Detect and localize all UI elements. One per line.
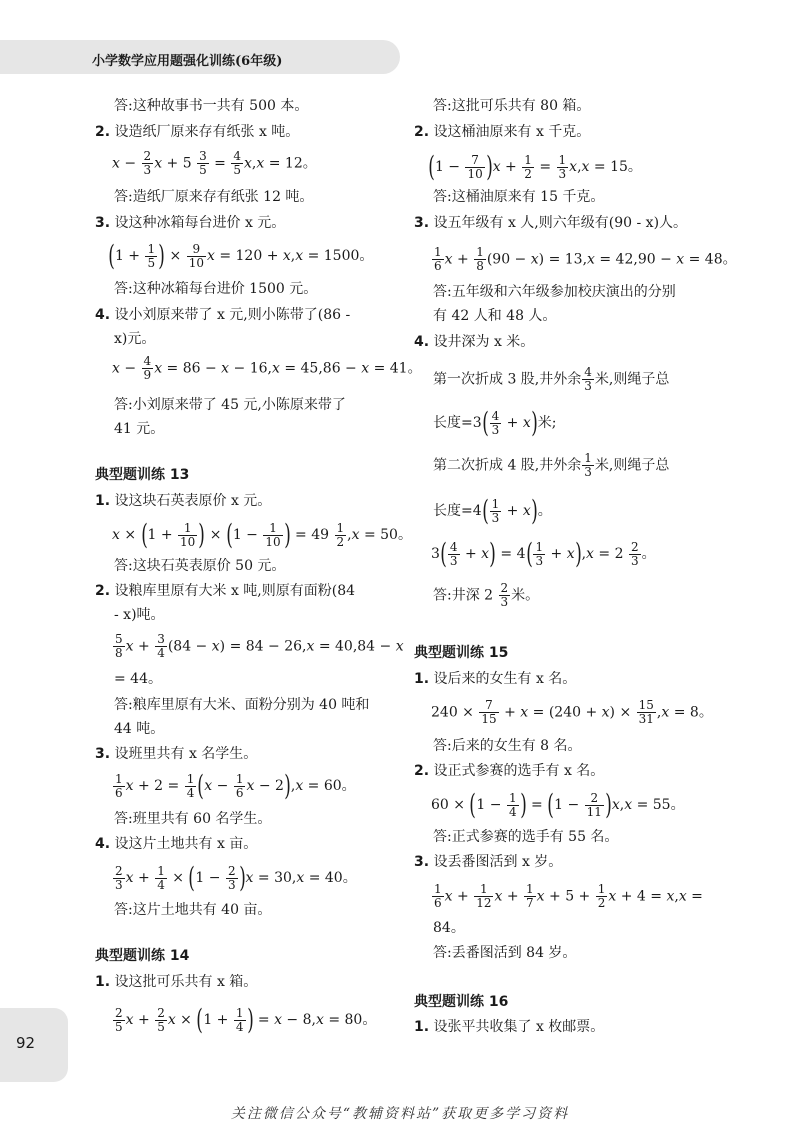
header-title: 小学数学应用题强化训练(6年级) [92,54,283,69]
section-heading-15: 典型题训练 15 [414,645,509,661]
text-segment: 米,则绳子总 [594,457,670,474]
text-segment: 长度=4 [433,503,482,519]
problem-2 [414,123,590,141]
problem-text: 设这块石英表原价 x 元。 [114,493,272,509]
problem-4 [414,333,534,351]
problem-text: 设这片土地共有 x 亩。 [114,836,258,852]
problem-text: 设小刘原来带了 x 元,则小陈带了(86 - [114,307,351,323]
problem-text: 设这批可乐共有 x 箱。 [114,974,258,990]
problem-number: 2. [95,583,111,599]
answer-line: 答:粮库里原有大米、面粉分别为 40 吨和 [114,697,370,713]
text-segment: 第一次折成 3 股,井外余 [433,371,582,388]
equation: x − $\frac{4}{9}$ x = 86 − x − 16,x = 45,86 − x = 41。 [112,354,422,382]
problem-number: 2. [414,763,430,779]
answer-line: 答:小刘原来带了 45 元,小陈原来带了 [114,397,346,413]
answer-line: 答:造纸厂原来存有纸张 12 吨。 [114,189,314,205]
section-heading-13: 典型题训练 13 [95,467,190,483]
equation: (1 − $\frac{7}{10}$ )x + $\frac{1}{2}$ = $\frac{1}{3}$ x,x = 15。 [428,150,642,183]
problem-3 [95,214,285,232]
problem-number: 1. [414,671,430,687]
problem-text: 设张平共收集了 x 枚邮票。 [433,1019,605,1035]
answer-line-cont: 44 吨。 [114,721,165,737]
problem-text: 设五年级有 x 人,则六年级有(90 - x)人。 [433,215,688,231]
problem-4 [95,306,350,324]
problem-number: 4. [414,334,430,350]
problem-2 [95,582,355,600]
answer-line: 答:这种故事书一共有 500 本。 [114,98,309,114]
equation: $\frac{5}{8}$ x + $\frac{3}{4}$ (84 − x) = 84 − 26,x = 40,84 − x [115,632,404,660]
answer-line: 答:这批可乐共有 80 箱。 [433,98,591,114]
equation: 3( $\frac{4}{3}$ + x) = 4( $\frac{1}{3}$ + x),x = 2 $\frac{2}{3}$ 。 [431,537,656,570]
text-segment: 米,则绳子总 [594,371,670,388]
answer-line: 答:这块石英表原价 50 元。 [114,558,286,574]
answer-line: 答:丢番图活到 84 岁。 [433,945,577,961]
equation: x × (1 + $\frac{1}{10}$ ) × (1 − $\frac{1}{10}$ ) = 49 $\frac{1}{2}$ ,x = 50。 [112,518,412,551]
answer-line: 答:这桶油原来有 15 千克。 [433,189,605,205]
equation: (1 + $\frac{1}{5}$ ) × $\frac{9}{10}$ x = 120 + x,x = 1500。 [108,239,374,272]
equation: $\frac{1}{6}$ x + $\frac{1}{12}$ x + $\frac{1}{7}$ x + 5 + $\frac{1}{2}$ x + 4 = x,x = [434,882,703,910]
text-line: 第二次折成 4 股,井外余 $\frac{1}{3}$ 米,则绳子总 [433,451,670,479]
page-number: 92 [16,1034,36,1052]
problem-text: 设造纸厂原来存有纸张 x 吨。 [114,124,300,140]
problem-number: 1. [414,1019,430,1035]
section-heading-16: 典型题训练 16 [414,994,509,1010]
equation: 60 × (1 − $\frac{1}{4}$ ) = (1 − $\frac{2}{11}$ )x,x = 55。 [431,788,685,821]
answer-line: 答:正式参赛的选手有 55 名。 [433,829,619,845]
problem-1 [414,670,576,688]
problem-number: 4. [95,307,111,323]
equation: $\frac{1}{6}$ x + $\frac{1}{8}$ (90 − x) = 13,x = 42,90 − x = 48。 [434,245,737,273]
problem-number: 3. [95,746,111,762]
problem-text: 设正式参赛的选手有 x 名。 [433,763,605,779]
equation: $\frac{2}{5}$ x + $\frac{2}{5}$ x × (1 + $\frac{1}{4}$ ) = x − 8,x = 80。 [115,1003,377,1036]
problem-4 [95,835,257,853]
text-line: 长度=4( $\frac{1}{3}$ + x)。 [433,494,552,527]
problem-number: 1. [95,493,111,509]
equation-cont: = 44。 [114,671,162,687]
equation: $\frac{2}{3}$ x + $\frac{1}{4}$ × (1 − $\frac{2}{3}$ )x = 30,x = 40。 [115,861,357,894]
problem-number: 3. [414,215,430,231]
problem-text: 设这桶油原来有 x 千克。 [433,124,591,140]
problem-2 [414,762,604,780]
equation: 240 × $\frac{7}{15}$ + x = (240 + x) × $\frac{15}{31}$ ,x = 8。 [431,698,713,726]
answer-line: 答:这种冰箱每台进价 1500 元。 [114,281,318,297]
problem-text: 设这种冰箱每台进价 x 元。 [114,215,286,231]
problem-text-cont: - x)吨。 [114,607,165,623]
problem-number: 3. [95,215,111,231]
problem-number: 2. [95,124,111,140]
problem-number: 4. [95,836,111,852]
problem-3 [95,745,257,763]
answer-line: 答:这片土地共有 40 亩。 [114,902,272,918]
equation: x − $\frac{2}{3}$ x + 5 $\frac{3}{5}$ = $\frac{4}{5}$ x,x = 12。 [112,149,317,177]
problem-number: 2. [414,124,430,140]
problem-text: 设丢番图活到 x 岁。 [433,854,563,870]
problem-1 [414,1018,604,1036]
problem-text-cont: x)元。 [114,331,156,347]
problem-number: 1. [95,974,111,990]
problem-2 [95,123,299,141]
text-segment: 答:井深 2 [433,587,494,604]
text-segment: 长度=3 [433,415,482,431]
problem-3 [414,853,562,871]
answer-line-cont: 41 元。 [114,421,165,437]
answer-line: 答:后来的女生有 8 名。 [433,738,582,754]
answer-line-cont: 有 42 人和 48 人。 [433,308,557,324]
answer-line: 答:五年级和六年级参加校庆演出的分别 [433,284,676,300]
text-line: 长度=3( $\frac{4}{3}$ + x)米; [433,406,557,439]
problem-number: 3. [414,854,430,870]
text-segment: 第二次折成 4 股,井外余 [433,457,582,474]
equation-cont: 84。 [433,920,465,936]
problem-text: 设班里共有 x 名学生。 [114,746,258,762]
problem-1 [95,973,257,991]
problem-3 [414,214,687,232]
text-line: 第一次折成 3 股,井外余 $\frac{4}{3}$ 米,则绳子总 [433,365,670,393]
problem-1 [95,492,271,510]
section-heading-14: 典型题训练 14 [95,948,190,964]
answer-line: 答:井深 2 $\frac{2}{3}$ 米。 [433,581,540,609]
problem-text: 设后来的女生有 x 名。 [433,671,577,687]
problem-text: 设粮库里原有大米 x 吨,则原有面粉(84 [114,583,356,599]
footer-note: 关注微信公众号“教辅资料站”获取更多学习资料 [230,1106,570,1122]
answer-line: 答:班里共有 60 名学生。 [114,811,272,827]
problem-text: 设井深为 x 米。 [433,334,535,350]
equation: $\frac{1}{6}$ x + 2 = $\frac{1}{4}$ (x − $\frac{1}{6}$ x − 2),x = 60。 [115,769,356,802]
